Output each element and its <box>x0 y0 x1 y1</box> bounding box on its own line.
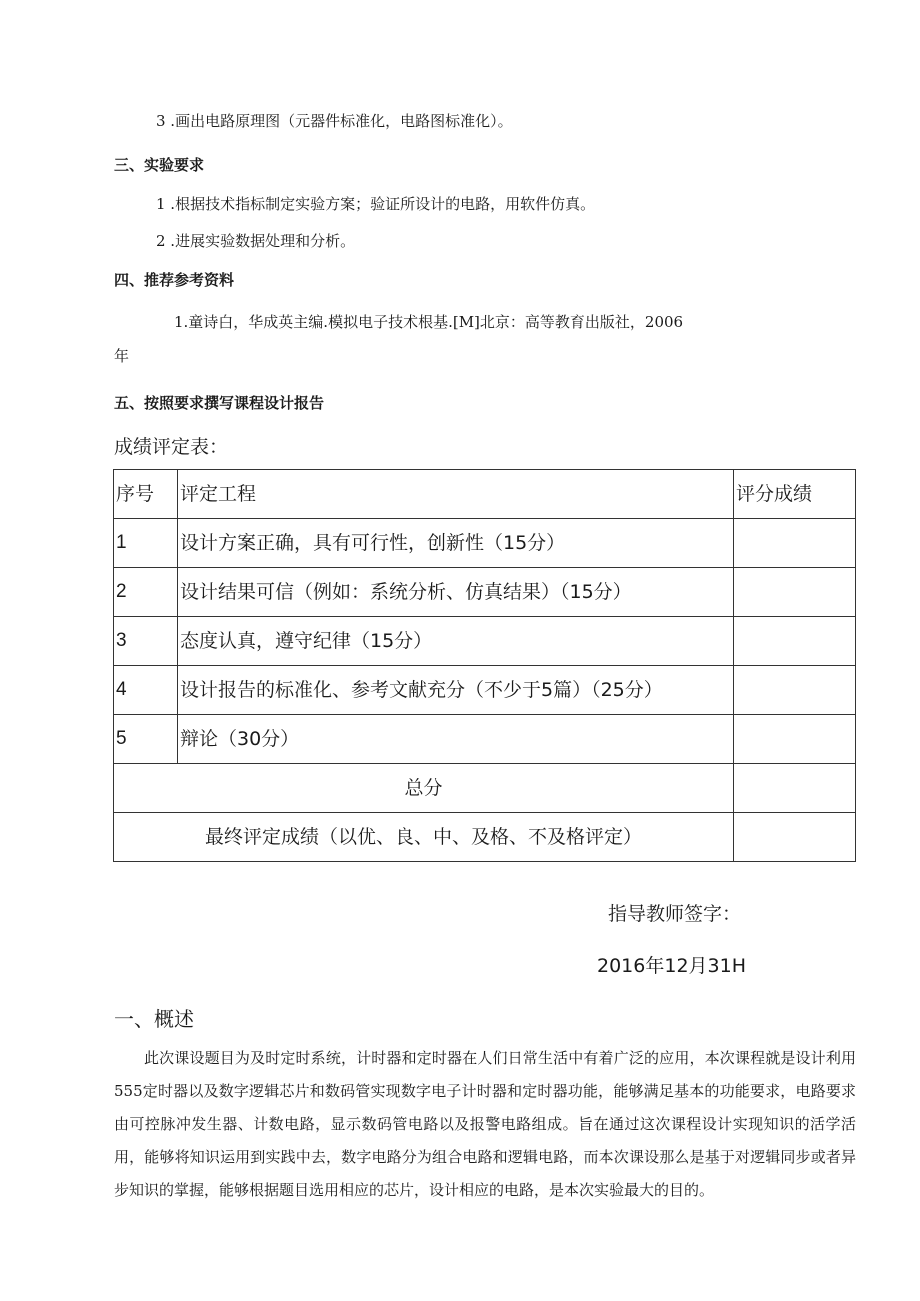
row-score <box>734 666 856 715</box>
row-item: 设计报告的标准化、参考文献充分（不少于5篇）（25分） <box>178 666 734 715</box>
reference-1-line-2: 年 <box>114 347 130 365</box>
table-final-row <box>114 813 856 862</box>
row-score <box>734 519 856 568</box>
table-row <box>114 519 856 568</box>
row-item: 辩论（30分） <box>178 715 734 764</box>
section-heading-experiment-requirements: 三、实验要求 <box>114 156 205 174</box>
requirement-item-3: 3 .画出电路原理图（元器件标准化，电路图标准化）。 <box>156 112 513 130</box>
row-score <box>734 568 856 617</box>
overview-heading: 一、概述 <box>114 1007 194 1031</box>
table-row <box>114 715 856 764</box>
table-row <box>114 617 856 666</box>
row-score <box>734 715 856 764</box>
row-score <box>734 617 856 666</box>
experiment-requirement-1: 1 .根据技术指标制定实验方案；验证所设计的电路，用软件仿真。 <box>156 195 596 213</box>
row-number: 4 <box>114 666 178 715</box>
total-score <box>734 764 856 813</box>
header-number: 序号 <box>114 470 178 519</box>
final-grade-label: 最终评定成绩（以优、良、中、及格、不及格评定） <box>114 813 734 862</box>
table-total-row <box>114 764 856 813</box>
experiment-requirement-2: 2 .进展实验数据处理和分析。 <box>156 232 356 250</box>
header-score: 评分成绩 <box>734 470 856 519</box>
table-row <box>114 568 856 617</box>
table-row <box>114 666 856 715</box>
row-number: 2 <box>114 568 178 617</box>
header-item: 评定工程 <box>178 470 734 519</box>
row-number: 3 <box>114 617 178 666</box>
section-heading-references: 四、推荐参考资料 <box>114 271 235 289</box>
teacher-signature-label: 指导教师签字： <box>608 903 742 925</box>
reference-1-line-1: 1.童诗白，华成英主编.模拟电子技术根基.[M]北京：高等教育出版社，2006 <box>174 313 684 331</box>
final-grade-score <box>734 813 856 862</box>
overview-paragraph: 此次课设题目为及时定时系统，计时器和定时器在人们日常生活中有着广泛的应用，本次课程就是设计利用555定时器以及数字逻辑芯片和数码管实现数字电子计时器和定时器功能，能够满足基本的功能要求，电路要求由可控脉冲发生器、计数电路，显示数码管电路以及报警电路组成。旨在通过这次课程设计实现知识的活学活用，能够将知识运用到实践中去，数字电路分为组合电路和逻辑电路，而本次课设那么是基于对逻辑同步或者异步知识的掌握，能够根据题目选用相应的芯片，设计相应的电路，是本次实验最大的目的。 <box>114 1049 856 1199</box>
section-heading-report: 五、按照要求撰写课程设计报告 <box>114 394 325 412</box>
grade-table <box>113 469 856 862</box>
grade-table-title: 成绩评定表： <box>114 436 229 458</box>
signature-date: 2016年12月31H <box>597 955 746 977</box>
row-item: 设计结果可信（例如：系统分析、仿真结果）（15分） <box>178 568 734 617</box>
row-number: 5 <box>114 715 178 764</box>
table-header-row <box>114 470 856 519</box>
row-number: 1 <box>114 519 178 568</box>
total-label: 总分 <box>114 764 734 813</box>
overview-paragraph-block <box>114 1042 856 1207</box>
row-item: 态度认真，遵守纪律（15分） <box>178 617 734 666</box>
row-item: 设计方案正确，具有可行性，创新性（15分） <box>178 519 734 568</box>
